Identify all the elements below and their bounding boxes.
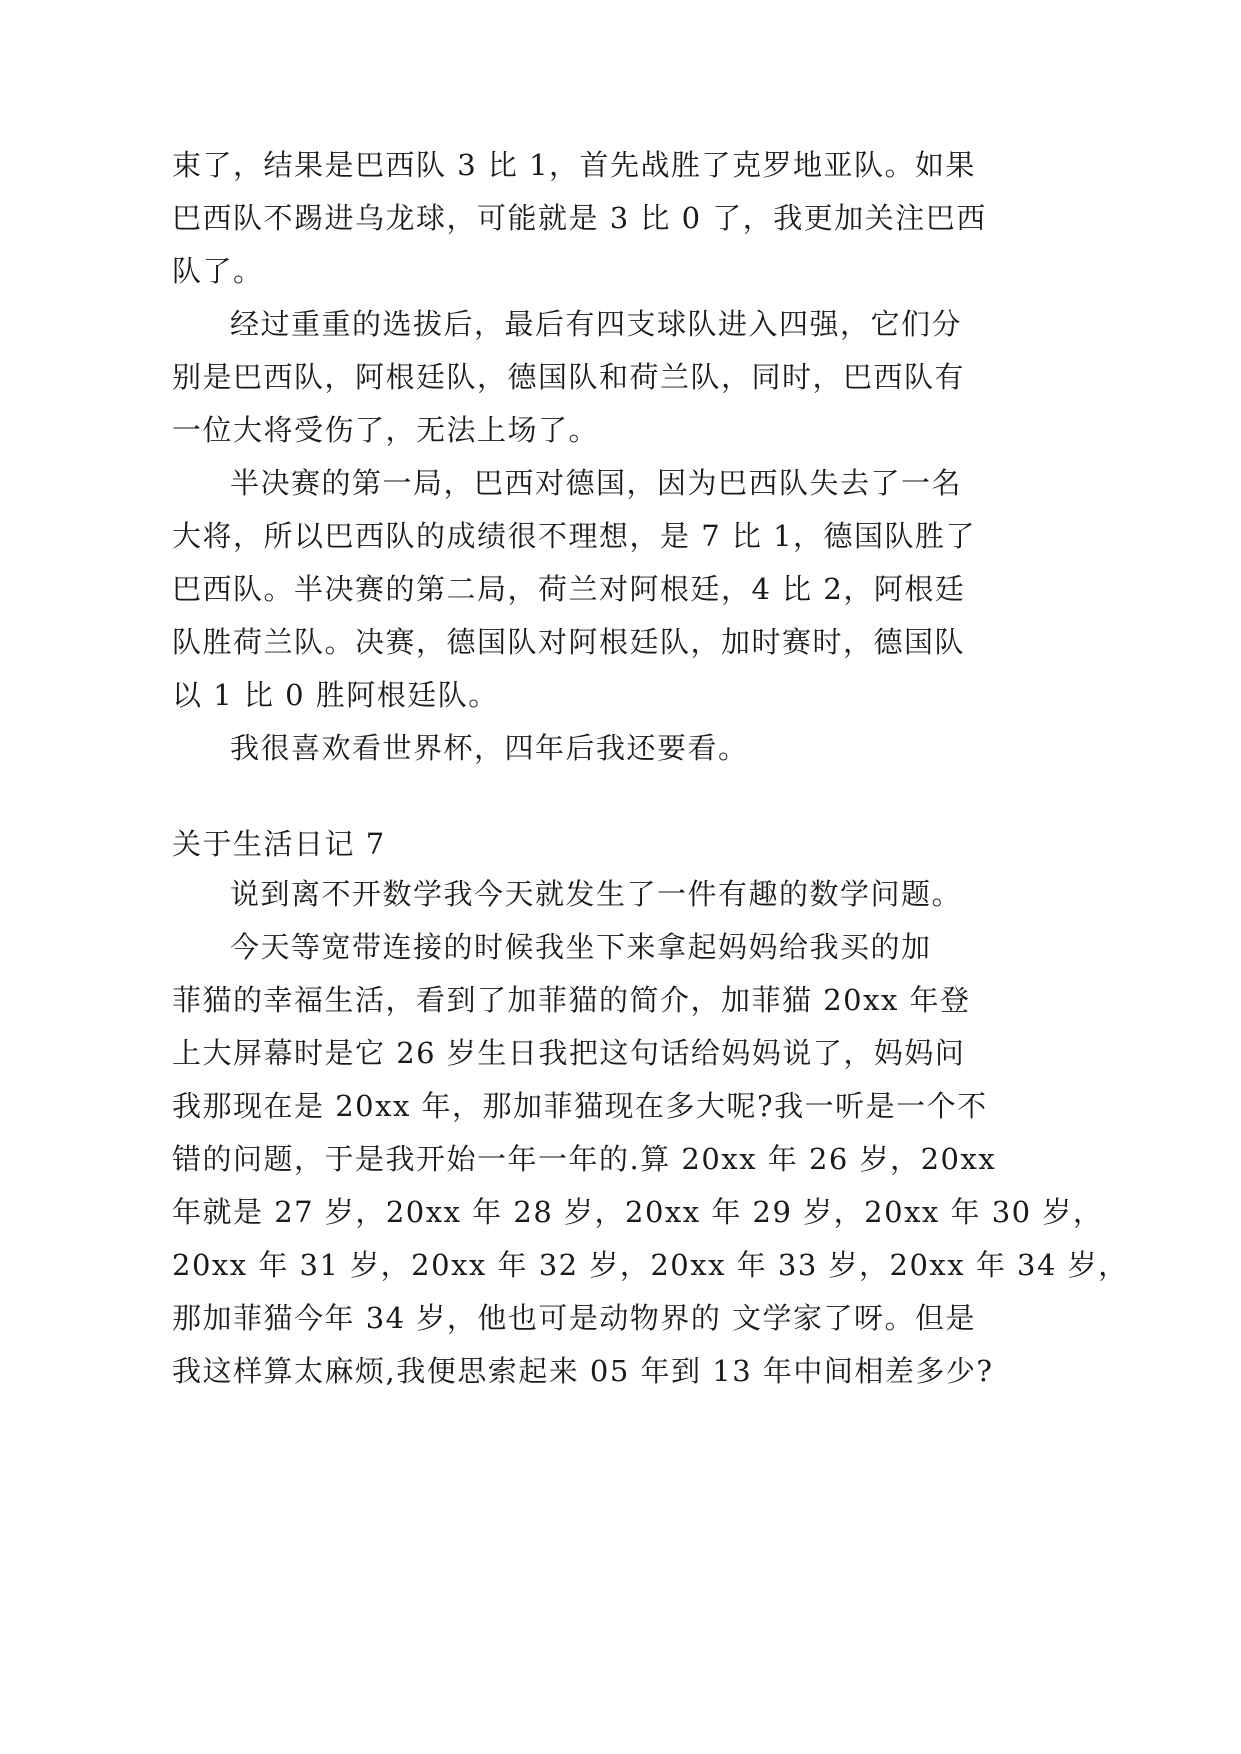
paragraph-line: 错的问题，于是我开始一年一年的.算 20xx 年 26 岁，20xx <box>172 1142 997 1176</box>
paragraph-line: 上大屏幕时是它 26 岁生日我把这句话给妈妈说了，妈妈问 <box>172 1036 966 1070</box>
paragraph-line: 菲猫的幸福生活，看到了加菲猫的简介，加菲猫 20xx 年登 <box>172 983 971 1017</box>
paragraph-line: 半决赛的第一局，巴西对德国，因为巴西队失去了一名 <box>230 466 963 500</box>
paragraph-line: 大将，所以巴西队的成绩很不理想，是 7 比 1，德国队胜了 <box>172 519 977 553</box>
paragraph-line: 20xx 年 31 岁，20xx 年 32 岁，20xx 年 33 岁，20xx 年 34 岁， <box>172 1248 1129 1282</box>
paragraph-line: 队了。 <box>172 254 264 288</box>
paragraph-line: 经过重重的选拔后，最后有四支球队进入四强，它们分 <box>230 307 963 341</box>
section-heading: 关于生活日记 7 <box>172 827 386 861</box>
paragraph-line: 我这样算太麻烦,我便思索起来 05 年到 13 年中间相差多少? <box>172 1354 994 1388</box>
paragraph-line: 我那现在是 20xx 年，那加菲猫现在多大呢?我一听是一个不 <box>172 1089 988 1123</box>
paragraph-line: 以 1 比 0 胜阿根廷队。 <box>172 678 499 712</box>
paragraph-line: 束了，结果是巴西队 3 比 1，首先战胜了克罗地亚队。如果 <box>172 148 977 182</box>
paragraph-line: 别是巴西队，阿根廷队，德国队和荷兰队，同时，巴西队有 <box>172 360 966 394</box>
paragraph-line: 我很喜欢看世界杯，四年后我还要看。 <box>230 731 749 765</box>
paragraph-line: 队胜荷兰队。决赛，德国队对阿根廷队，加时赛时，德国队 <box>172 625 966 659</box>
paragraph-line: 那加菲猫今年 34 岁，他也可是动物界的 文学家了呀。但是 <box>172 1301 977 1335</box>
paragraph-line: 今天等宽带连接的时候我坐下来拿起妈妈给我买的加 <box>230 930 932 964</box>
paragraph-line: 年就是 27 岁，20xx 年 28 岁，20xx 年 29 岁，20xx 年 30 岁， <box>172 1195 1104 1229</box>
paragraph-line: 巴西队不踢进乌龙球，可能就是 3 比 0 了，我更加关注巴西 <box>172 201 987 235</box>
paragraph-line: 说到离不开数学我今天就发生了一件有趣的数学问题。 <box>230 877 963 911</box>
paragraph-line: 巴西队。半决赛的第二局，荷兰对阿根廷，4 比 2，阿根廷 <box>172 572 966 606</box>
paragraph-line: 一位大将受伤了，无法上场了。 <box>172 413 600 447</box>
